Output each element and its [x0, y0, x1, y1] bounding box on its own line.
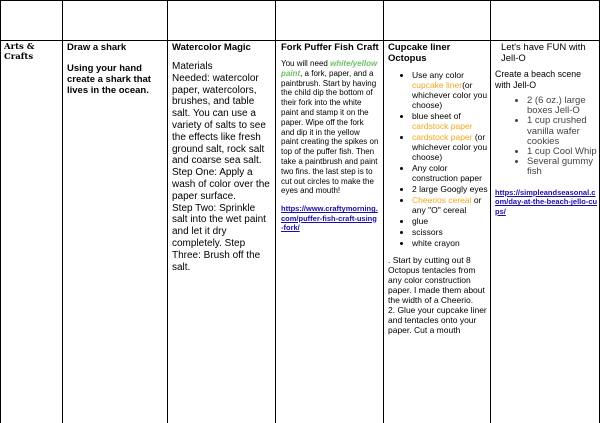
puffer-body: , a fork, paper, and a paintbrush. Start by having the child dip the bottom of their fork into the white paint and stamp it on the paper. Wipe off the fork and dip it in the yellow paint creating the spikes on top of the puffer fish. Then take a paintbrush and paint two fins. the last step is to cut out circles to make the eyes and mouth!: [281, 68, 379, 196]
list-item: • 2 large Googly eyes: [412, 184, 488, 194]
list-item: • cardstock paper (or whichever color you choose): [412, 132, 488, 162]
list-item: • blue sheet of cardstock paper: [412, 111, 488, 131]
puffer-intro: You will need: [281, 59, 328, 68]
shark-body: Using your hand create a shark that lives in the ocean.: [67, 63, 151, 96]
octopus-step-one: . Start by cutting out 8 Octopus tentacles from any color construction paper. I made them about the width of a Cheerio.: [388, 255, 485, 305]
octopus-title: Cupcake liner Octopus: [388, 42, 451, 64]
octopus-cell: [388, 42, 488, 335]
jello-cell: [495, 42, 598, 216]
row-label: Arts & Crafts: [4, 42, 35, 62]
puffer-fish-instructions: [281, 59, 379, 196]
table-border-top: [0, 0, 600, 1]
list-item: • 1 cup Cool Whip: [527, 147, 598, 157]
octopus-step-two: 2. Glue your cupcake liner and tentacles onto your paper. Cut a mouth: [388, 305, 487, 335]
shark-cell: [67, 42, 165, 106]
list-item: • glue: [412, 216, 488, 226]
column-divider: [167, 0, 168, 423]
puffer-fish-title: Fork Puffer Fish Craft: [281, 42, 379, 53]
watercolor-cell: [172, 42, 272, 273]
list-item: • 2 (6 oz.) large boxes Jell-O: [527, 96, 598, 116]
shark-title: Draw a shark: [67, 42, 127, 53]
list-item: • scissors: [412, 227, 488, 237]
column-divider: [62, 0, 63, 423]
jello-ingredients-list: [495, 96, 598, 178]
jello-link[interactable]: https://simpleandseasonal.com/day-at-the-beach-jello-cups/: [495, 187, 598, 216]
puffer-fish-link[interactable]: https://www.craftymorning.com/puffer-fish-craft-using-fork/: [281, 204, 378, 233]
header-row-divider: [0, 40, 600, 41]
watercolor-materials-label: Materials: [172, 61, 213, 72]
jello-title: Let's have FUN with Jell-O: [501, 42, 586, 64]
row-label-cell: [4, 42, 59, 62]
column-divider: [275, 0, 276, 423]
jello-subtitle: Create a beach scene with Jell-O: [495, 69, 582, 90]
list-item: • Several gummy fish: [527, 157, 598, 177]
octopus-materials-list: [388, 70, 488, 248]
watercolor-step-two: Step Two: Sprinkle salt into the wet paint and let it dry completely. Step Three: Brush off the salt.: [172, 202, 266, 273]
puffer-paint-highlight: white/yellow paint: [281, 59, 378, 78]
list-item: • Cheerios cereal or any "O" cereal: [412, 195, 488, 215]
table-border-left: [0, 0, 1, 423]
watercolor-title: Watercolor Magic: [172, 42, 251, 53]
list-item: • Any color construction paper: [412, 163, 488, 183]
column-divider: [490, 0, 491, 423]
watercolor-needed: Needed: watercolor paper, watercolors, brushes, and table salt. You can use a variety of salts to see the effects like fresh ground salt, rock salt and coarse sea salt.: [172, 72, 266, 167]
column-divider: [383, 0, 384, 423]
puffer-fish-cell: [281, 42, 379, 233]
list-item: • 1 cup crushed vanilla wafer cookies: [527, 116, 598, 147]
watercolor-step-one: Step One: Apply a wash of color over the paper surface.: [172, 167, 270, 202]
list-item: • white crayon: [412, 238, 488, 248]
list-item: • Use any color cupcake liner(or whichever color you choose): [412, 70, 488, 110]
